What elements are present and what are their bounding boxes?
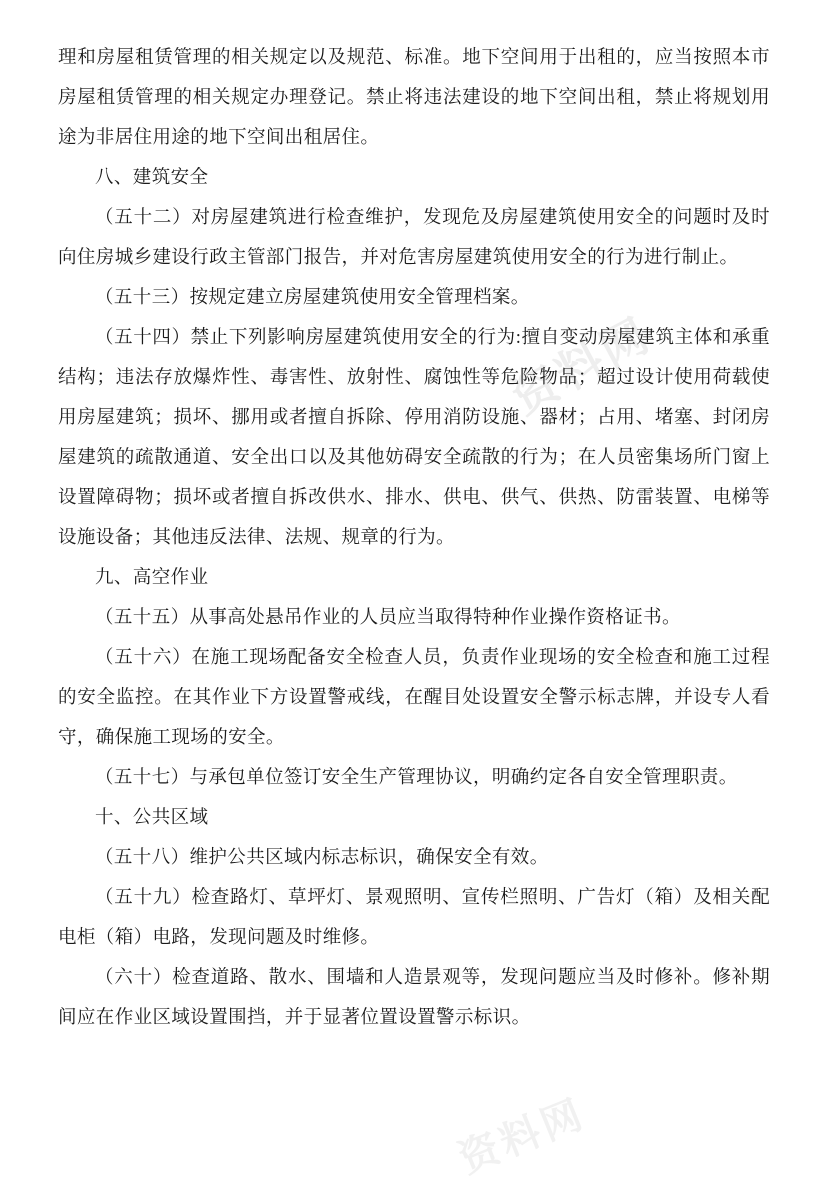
clause-57: （五十七）与承包单位签订安全生产管理协议，明确约定各自安全管理职责。 xyxy=(95,768,738,788)
clause-59: （五十九）检查路灯、草坪灯、景观照明、宣传栏照明、广告灯（箱）及相关配电柜（箱）电路，发现问题及时维修。 xyxy=(58,888,770,948)
clause-54: （五十四）禁止下列影响房屋建筑使用安全的行为:擅自变动房屋建筑主体和承重结构；违法存放爆炸性、毒害性、放射性、腐蚀性等危险物品；超过设计使用荷载使用房屋建筑；损坏、挪用或者擅自拆除、停用消防设施、器材；占用、堵塞、封闭房屋建筑的疏散通道、安全出口以及其他妨碍安全疏散的行为；在人员密集场所门窗上设置障碍物；损坏或者擅自拆改供水、排水、供电、供气、供热、防雷装置、电梯等设施设备；其他违反法律、法规、规章的行为。 xyxy=(58,328,770,548)
watermark-upper: 资料网 xyxy=(503,308,660,424)
document-body xyxy=(58,38,770,1038)
paragraph-continuation: 理和房屋租赁管理的相关规定以及规范、标准。地下空间用于出租的，应当按照本市房屋租赁管理的相关规定办理登记。禁止将违法建设的地下空间出租，禁止将规划用途为非居住用途的地下空间出租居住。 xyxy=(58,48,770,148)
clause-52: （五十二）对房屋建筑进行检查维护，发现危及房屋建筑使用安全的问题时及时向住房城乡建设行政主管部门报告，并对危害房屋建筑使用安全的行为进行制止。 xyxy=(58,208,770,268)
section-heading-9: 九、高空作业 xyxy=(95,568,209,588)
clause-55: （五十五）从事高处悬吊作业的人员应当取得特种作业操作资格证书。 xyxy=(95,608,681,628)
clause-53: （五十三）按规定建立房屋建筑使用安全管理档案。 xyxy=(95,288,530,308)
section-heading-10: 十、公共区域 xyxy=(95,808,209,828)
clause-58: （五十八）维护公共区域内标志标识，确保安全有效。 xyxy=(95,848,549,868)
clause-56: （五十六）在施工现场配备安全检查人员，负责作业现场的安全检查和施工过程的安全监控。在其作业下方设置警戒线，在醒目处设置安全警示标志牌，并设专人看守，确保施工现场的安全。 xyxy=(58,648,770,748)
watermark-lower: 资料网 xyxy=(452,1090,592,1182)
clause-60: （六十）检查道路、散水、围墙和人造景观等，发现问题应当及时修补。修补期间应在作业区域设置围挡，并于显著位置设置警示标识。 xyxy=(58,968,770,1028)
section-heading-8: 八、建筑安全 xyxy=(95,168,209,188)
